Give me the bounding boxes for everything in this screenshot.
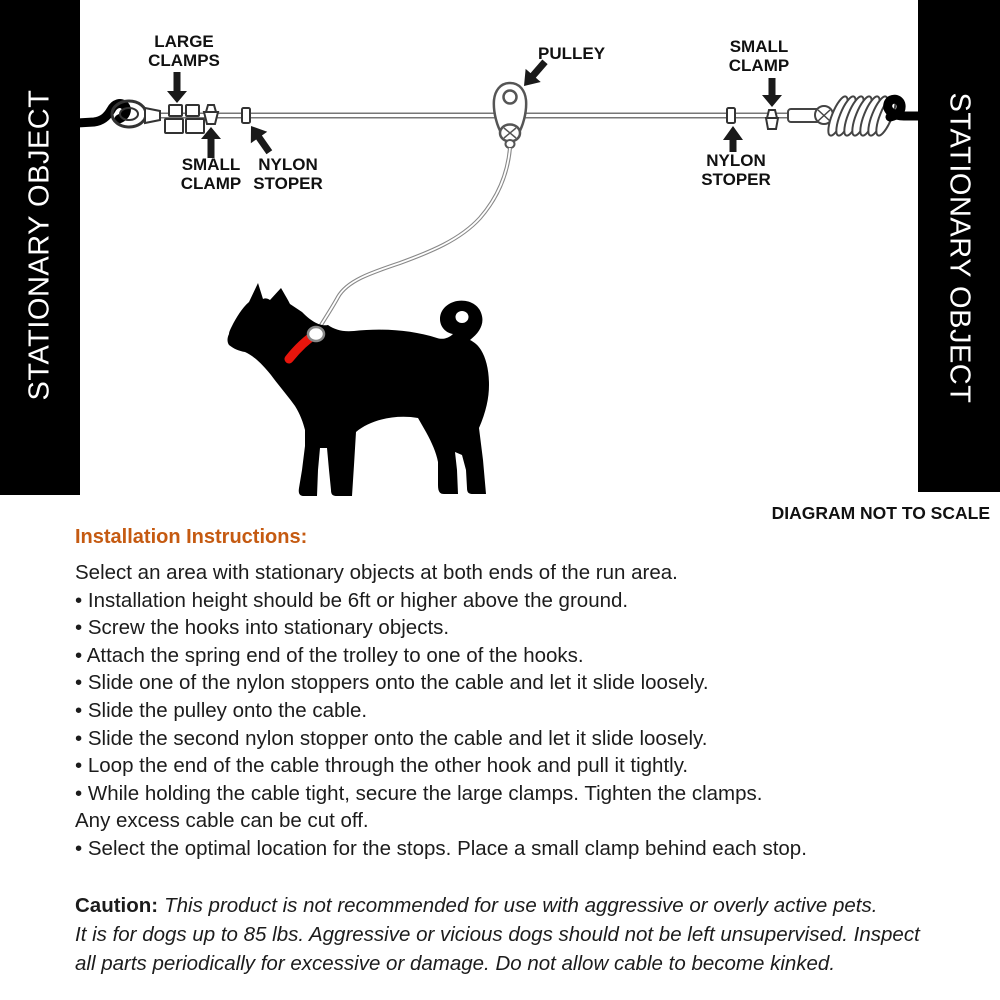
instruction-line: • Attach the spring end of the trolley to one of the hooks. — [75, 643, 584, 667]
stationary-object-label-right: STATIONARY OBJECT — [943, 92, 976, 404]
nylon-stoper-left-part — [242, 108, 250, 123]
collar-clip — [308, 327, 324, 341]
instruction-line: • Loop the end of the cable through the other hook and pull it tightly. — [75, 754, 689, 778]
cable-eye-loop — [112, 101, 160, 127]
instruction-line: • Installation height should be 6ft or higher above the ground. — [75, 588, 629, 612]
instruction-line: • Slide one of the nylon stoppers onto the cable and let it slide loosely. — [75, 671, 709, 695]
instruction-line: • While holding the cable tight, secure the large clamps. Tighten the clamps. — [75, 781, 763, 805]
label-small-clamp-left: SMALL CLAMP — [180, 155, 242, 193]
small-clamp-right-part — [766, 110, 778, 129]
callout-arrows — [167, 55, 782, 158]
label-nylon-stoper-right: NYLON STOPER — [701, 151, 771, 189]
scale-note: DIAGRAM NOT TO SCALE — [771, 503, 990, 523]
stationary-object-label-left: STATIONARY OBJECT — [23, 89, 56, 401]
nylon-stoper-right-part — [727, 108, 735, 123]
tether-cable — [318, 148, 510, 330]
caution-label: Caution: — [75, 894, 159, 917]
installation-instructions — [75, 526, 985, 863]
label-large-clamps: LARGE CLAMPS — [148, 32, 220, 70]
label-pulley: PULLEY — [538, 44, 606, 63]
caution-note — [75, 891, 990, 978]
label-small-clamp-right: SMALL CLAMP — [728, 37, 790, 75]
large-clamps — [165, 105, 204, 133]
nylon-stoper-left-arrow — [243, 120, 278, 158]
instruction-line: • Screw the hooks into stationary objects. — [75, 616, 450, 640]
instruction-line: • Slide the second nylon stopper onto the cable and let it slide loosely. — [75, 726, 708, 750]
instruction-line: Any excess cable can be cut off. — [75, 809, 369, 833]
instructions-heading: Installation Instructions: — [75, 526, 308, 548]
nylon-stoper-right-arrow — [723, 126, 743, 152]
small-clamp-left-part — [204, 105, 218, 124]
large-clamps-arrow — [167, 72, 187, 103]
instruction-line: Select an area with stationary objects at both ends of the run area. — [75, 561, 678, 584]
left-hook-icon — [77, 103, 126, 123]
caution-line: all parts periodically for excessive or damage. Do not allow cable to become kinked. — [75, 952, 836, 975]
pulley-part — [494, 83, 526, 148]
instruction-line: • Slide the pulley onto the cable. — [75, 698, 368, 722]
instruction-line: • Select the optimal location for the stops. Place a small clamp behind each stop. — [75, 836, 807, 860]
right-hook-icon — [888, 99, 922, 117]
small-clamp-right-arrow — [762, 78, 782, 107]
label-nylon-stoper-left: NYLON STOPER — [253, 155, 323, 193]
dog-silhouette — [228, 283, 490, 496]
caution-line: It is for dogs up to 85 lbs. Aggressive or vicious dogs should not be left unsupervised. Inspect — [75, 923, 920, 946]
caution-line: Caution: This product is not recommended for use with aggressive or overly active pets. — [75, 894, 878, 917]
tail-curl-hole — [456, 311, 469, 323]
